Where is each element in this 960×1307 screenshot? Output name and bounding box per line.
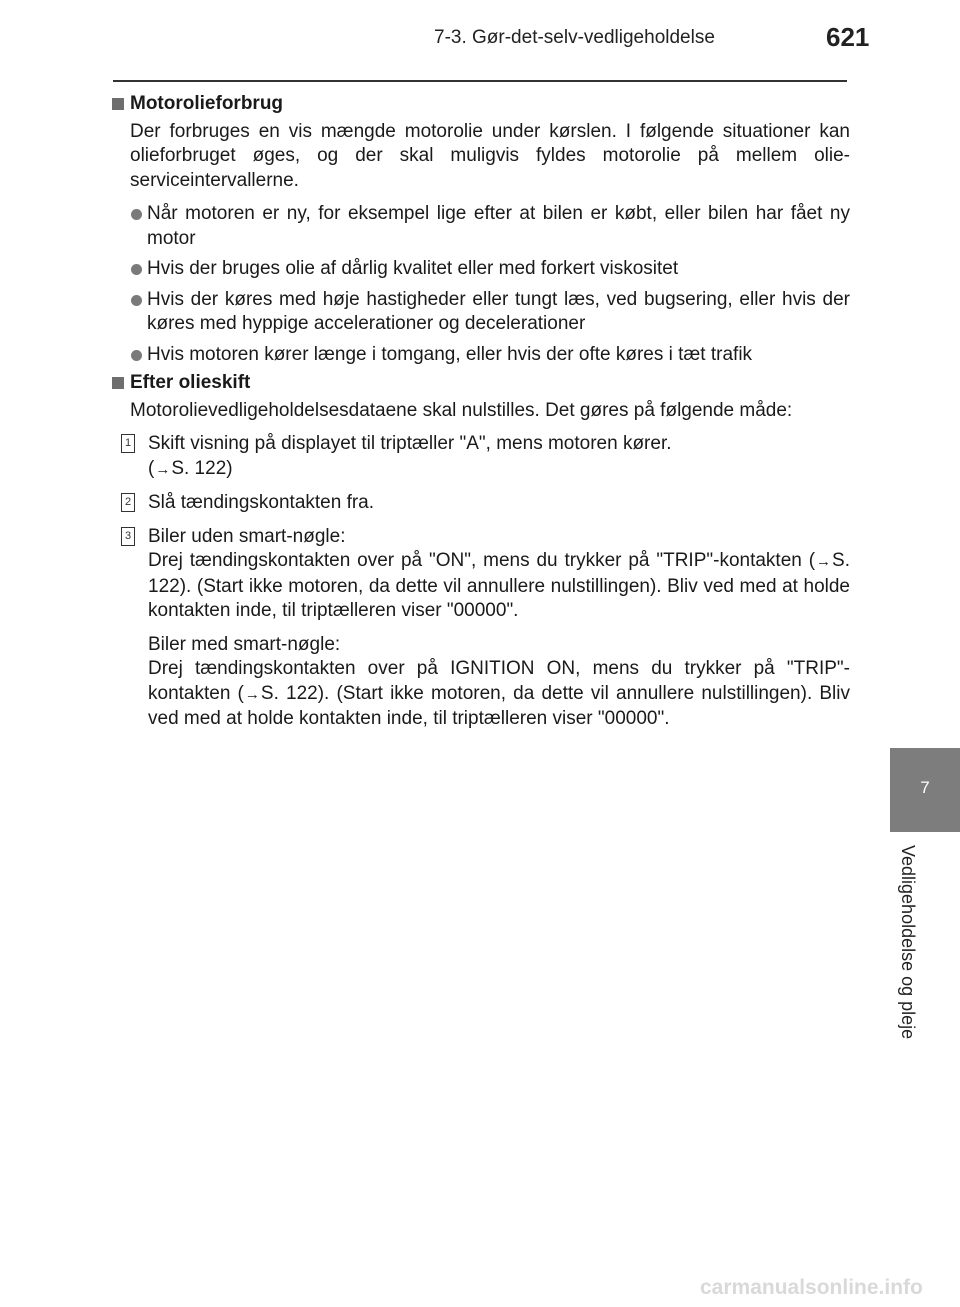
page-reference: S. 122). (Start ikke motoren, da dette vil annullere nulstillingen). Bliv ved med at holde kontakten inde, til triptælleren viser "00000".: [148, 550, 850, 621]
arrow-right-icon: →: [155, 460, 171, 478]
header-divider: [113, 80, 847, 82]
section-heading-oil: Motorolieforbrug: [110, 92, 850, 117]
chapter-title-text: Vedligeholdelse og pleje: [898, 845, 918, 1040]
step-sub-paragraph: Biler med smart-nøgle: Drej tændingskontakten over på IGNITION ON, mens du trykker på "TRIP"-kontakten (→S. 122). (Start ikke motoren, da dette vil annullere nulstillingen). Bliv ved med at holde kontakten inde, til triptælleren viser "00000".: [148, 633, 851, 729]
page-content: [110, 92, 850, 732]
circle-bullet-icon: [131, 350, 142, 361]
list-item: Hvis motoren kører længe i tomgang, eller hvis der ofte køres i tæt trafik: [110, 343, 850, 368]
chapter-number: 7: [920, 778, 930, 797]
step-item: 1 Skift visning på displayet til triptæller "A", mens motoren kører. (→S. 122): [110, 432, 850, 482]
arrow-right-icon: →: [816, 553, 832, 570]
after-paragraph: Motorolievedligeholdelsesdataene skal nulstilles. Det gøres på følgende måde:: [130, 399, 793, 421]
step-item: 2 Slå tændingskontakten fra.: [110, 491, 850, 516]
watermark-text: carmanualsonline.info: [700, 1276, 923, 1299]
page-reference[interactable]: S. 122): [171, 457, 233, 479]
chapter-tab: [890, 748, 960, 832]
oil-paragraph: Der forbruges en vis mængde motorolie under kørslen. I følgende situationer kan olieforbruget øges, og der skal muligvis fyldes motorolie på mellem olieserviceintervallerne.: [130, 120, 850, 191]
circle-bullet-icon: [131, 264, 142, 275]
step-number: 2: [121, 493, 135, 512]
circle-bullet-icon: [131, 209, 142, 220]
page-reference: S. 122). (Start ikke motoren, da dette vil annullere nulstillingen). Bliv ved med at holde kontakten inde, til triptælleren viser "00000".: [148, 682, 851, 729]
list-item: Hvis der køres med høje hastigheder eller tungt læs, ved bugsering, eller hvis der køres med hyppige accelerationer og decelerationer: [110, 288, 850, 337]
list-item: Når motoren er ny, for eksempel lige efter at bilen er købt, eller bilen har fået ny motor: [110, 202, 850, 251]
arrow-right-icon: →: [244, 685, 260, 703]
square-bullet-icon: [112, 377, 124, 389]
square-bullet-icon: [112, 98, 124, 110]
section-heading-after: Efter olieskift: [110, 371, 850, 396]
section-title: 7-3. Gør-det-selv-vedligeholdelse: [434, 27, 715, 48]
step-number: 3: [121, 527, 135, 546]
step-item: 3 Biler uden smart-nøgle: Drej tændingskontakten over på "ON", mens du trykker på "TRIP"-kontakten (→S. 122). (Start ikke motoren, da dette vil annullere nulstillingen). Bliv ved med at holde kontakten inde, til triptælleren viser "00000".: [110, 525, 850, 624]
chapter-title: [892, 845, 920, 1065]
page-number: 621: [826, 22, 870, 52]
step-number: 1: [121, 434, 135, 453]
circle-bullet-icon: [131, 295, 142, 306]
list-item: Hvis der bruges olie af dårlig kvalitet eller med forkert viskositet: [110, 257, 850, 282]
